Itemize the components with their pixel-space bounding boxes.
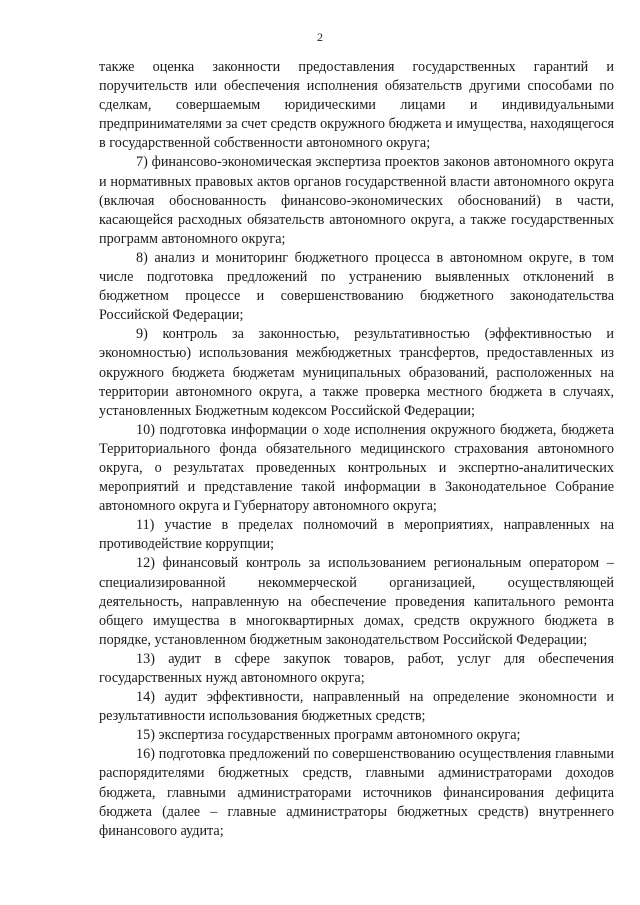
paragraph-item-11: 11) участие в пределах полномочий в мероприятиях, направленных на противодействие коррупции; <box>99 517 614 553</box>
document-body <box>99 58 614 841</box>
paragraph-continuation: также оценка законности предоставления государственных гарантий и поручительств или обеспечения исполнения обязательств другими способами по сделкам, совершаемым юридическими лицами и индивидуальными предпринимателями за счет средств окружного бюджета и имущества, находящегося в государственной собственности автономного округа; <box>99 59 614 152</box>
paragraph-item-9: 9) контроль за законностью, результативностью (эффективностью и экономностью) использования межбюджетных трансфертов, предоставленных из окружного бюджета бюджетам муниципальных образований, расположенных на территории автономного округа, а также проверка местного бюджета в случаях, установленных Бюджетным кодексом Российской Федерации; <box>99 326 614 419</box>
paragraph-item-14: 14) аудит эффективности, направленный на определение экономности и результативности использования бюджетных средств; <box>99 689 614 725</box>
paragraph-item-13: 13) аудит в сфере закупок товаров, работ, услуг для обеспечения государственных нужд автономного округа; <box>99 650 614 686</box>
page-number: 2 <box>317 30 323 44</box>
paragraph-item-16: 16) подготовка предложений по совершенствованию осуществления главными распорядителями бюджетных средств, главными администраторами доходов бюджета, главными администраторами источников финансирования дефицита бюджета (далее – главные администраторы бюджетных средств) внутреннего финансового аудита; <box>99 746 614 839</box>
paragraph-item-12: 12) финансовый контроль за использованием региональным оператором – специализированной некоммерческой организацией, осуществляющей деятельность, направленную на обеспечение проведения капитального ремонта общего имущества в многоквартирных домах, средств окружного бюджета в порядке, установленном бюджетным законодательством Российской Федерации; <box>99 555 614 648</box>
paragraph-item-8: 8) анализ и мониторинг бюджетного процесса в автономном округе, в том числе подготовка предложений по устранению выявленных отклонений в бюджетном процессе и совершенствованию бюджетного законодательства Российской Федерации; <box>99 249 614 324</box>
paragraph-item-10: 10) подготовка информации о ходе исполнения окружного бюджета, бюджета Территориального фонда обязательного медицинского страхования автономного округа, о результатах проведенных контрольных и экспертно-аналитических мероприятий и представление такой информации в Законодательное Собрание автономного округа и Губернатору автономного округа; <box>99 421 614 515</box>
paragraph-item-7: 7) финансово-экономическая экспертиза проектов законов автономного округа и нормативных правовых актов органов государственной власти автономного округа (включая обоснованность финансово-экономических обоснований) в части, касающейся расходных обязательств автономного округа, а также государственных программ автономного округа; <box>99 154 614 247</box>
paragraph-item-15: 15) экспертиза государственных программ автономного округа; <box>136 727 521 744</box>
